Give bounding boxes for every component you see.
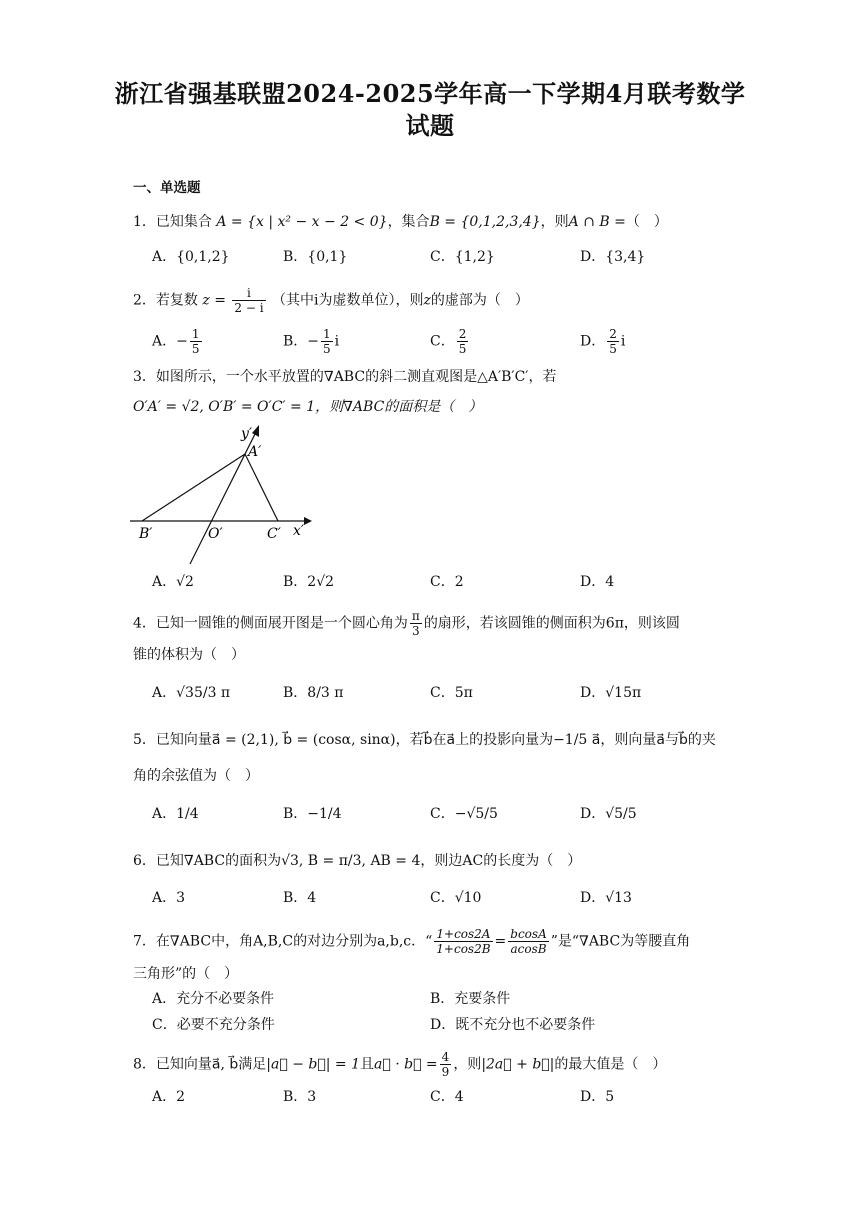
q3-option-d: D．4 (580, 574, 615, 590)
question-3-line1 (133, 367, 556, 387)
side-b-a (142, 454, 245, 521)
q7-option-b: B．充要条件 (430, 991, 511, 1007)
exam-title-line2: 试题 (405, 111, 455, 140)
fraction (232, 286, 265, 315)
option-label: B． (283, 333, 308, 350)
q7-option-a: A．充分不必要条件 (152, 991, 275, 1007)
numerator: 1+cos2A (434, 927, 492, 942)
variable: z (423, 292, 431, 309)
q6-option-b: B．4 (283, 890, 317, 906)
question-number: 4． (133, 615, 156, 632)
question-4-line1 (133, 609, 680, 638)
numerator: π (411, 609, 420, 623)
question-3-line2: O′A′ = √2, O′B′ = O′C′ = 1，则∇ABC的面积是（ ） (133, 399, 483, 415)
q2-option-a (152, 327, 204, 356)
question-text: ”是“∇ABC为等腰直角 (550, 933, 691, 950)
condition-2: a⃗ · b⃗ = (374, 1056, 438, 1073)
question-1 (133, 212, 668, 232)
numerator: 4 (441, 1050, 450, 1064)
question-number: 5． (133, 732, 156, 748)
question-7-line1: 7．在∇ABC中，角A,B,C的对边分别为a,b,c．“ $\frac{1+\cos 2A}{1+\cos 2B}$ = $\frac{bcosA}{acosB}$ ”是“∇ABC为等腰直角 (133, 927, 691, 956)
set-a-expression: A = {x | x² − x − 2 < 0} (216, 214, 388, 230)
q5-option-a: A．1/4 (152, 806, 199, 822)
sign: − (307, 333, 320, 350)
q5-option-d: D．√5/5 (580, 806, 637, 822)
q6-option-c: C．√10 (430, 890, 482, 906)
option-value: √35/3 π (176, 685, 231, 701)
denominator: 5 (458, 342, 467, 356)
denominator: acosB (510, 942, 547, 956)
option-label: A． (152, 685, 177, 701)
q3-option-b: B．2√2 (283, 574, 335, 590)
exam-title-line1: 浙江省强基联盟2024-2025学年高一下学期4月联考数学 (114, 79, 746, 108)
q1-option-b: B．{0,1} (283, 249, 348, 265)
intersection-expression: A ∩ B = (568, 214, 626, 230)
q6-option-d: D．√13 (580, 890, 632, 906)
question-number: 2． (133, 292, 156, 309)
question-number: 7． (133, 933, 156, 950)
condition-1: |a⃗ − b⃗| = 1 (266, 1056, 361, 1073)
question-number: 8． (133, 1056, 156, 1073)
question-text: 的扇形，若该圆锥的侧面积为6π，则该圆 (423, 615, 680, 632)
numerator: i (232, 286, 265, 301)
question-text: 且 (360, 1056, 375, 1073)
q1-option-a: A．{0,1,2} (152, 249, 230, 265)
q7-option-c: C．必要不充分条件 (152, 1017, 275, 1033)
question-text: 的最大值是（ ） (554, 1056, 667, 1073)
q4-option-c (430, 683, 473, 703)
question-text: 已知向量a⃗, b⃗满足 (155, 1056, 267, 1073)
question-text: 的虚部为（ ） (430, 292, 529, 309)
label-y-prime: y′ (241, 426, 253, 442)
question-6 (133, 851, 581, 871)
side-a-c (245, 454, 278, 521)
question-number: 3． (133, 369, 156, 385)
question-text: ，集合 (387, 214, 430, 230)
question-number: 1． (133, 214, 156, 230)
question-text: 已知集合 (155, 214, 212, 230)
denominator: 2 − i (234, 301, 264, 315)
y-axis (190, 432, 256, 564)
option-value: 5π (454, 685, 473, 701)
q2-option-d (580, 327, 625, 356)
q8-option-b: B．3 (283, 1089, 317, 1105)
fraction (508, 927, 548, 956)
fraction (457, 327, 469, 356)
question-8 (133, 1050, 666, 1079)
question-text: 已知∇ABC的面积为√3, B = π/3, AB = 4，则边AC的长度为（ ） (155, 853, 582, 869)
q8-option-c: C．4 (430, 1089, 464, 1105)
denominator: 3 (412, 624, 420, 638)
set-b-expression: B = {0,1,2,3,4} (429, 214, 541, 230)
suffix: i (620, 333, 626, 350)
denominator: 5 (191, 342, 200, 356)
oblique-projection-figure (128, 420, 318, 570)
question-7-line2: 三角形”的（ ） (133, 966, 239, 982)
q3-option-a: A．√2 (152, 574, 194, 590)
q1-option-c: C．{1,2} (430, 249, 495, 265)
label-a-prime: A′ (248, 444, 262, 460)
question-5-line1 (133, 730, 716, 750)
question-text: 已知一圆锥的侧面展开图是一个圆心角为 (155, 615, 408, 632)
x-axis-arrow-icon (304, 517, 312, 525)
numerator: bcosA (510, 927, 547, 941)
option-label: C． (430, 685, 455, 701)
denominator: 1+cos2B (436, 942, 491, 956)
question-text: 如图所示，一个水平放置的∇ABC的斜二测直观图是△A′B′C′，若 (155, 369, 557, 385)
option-label: D． (580, 333, 606, 350)
q4-option-b (283, 683, 343, 703)
z-expression: z = (202, 292, 226, 309)
q4-option-a (152, 683, 230, 703)
question-text: ，则 (453, 1056, 482, 1073)
q1-option-d: D．{3,4} (580, 249, 646, 265)
fraction (440, 1050, 452, 1079)
suffix: i (334, 333, 340, 350)
option-label: D． (580, 685, 606, 701)
option-label: B． (283, 685, 308, 701)
denominator: 5 (609, 342, 617, 356)
q2-option-c (430, 327, 470, 356)
fraction (607, 327, 619, 356)
label-o-prime: O′ (208, 526, 223, 542)
numerator: 2 (609, 327, 617, 341)
option-label: A． (152, 333, 177, 350)
question-4-line2: 锥的体积为（ ） (133, 647, 245, 663)
question-text: 已知向量a⃗ = (2,1), b⃗ = (cosα, sinα)，若b⃗在a⃗上的投影向量为−1/5 a⃗，则向量a⃗与b⃗的夹 (155, 732, 716, 748)
option-value: 8/3 π (307, 685, 344, 701)
answer-blank: （ ） (625, 214, 668, 230)
question-2 (133, 286, 529, 315)
question-text: ，则 (540, 214, 569, 230)
question-5-line2: 角的余弦值为（ ） (133, 768, 259, 784)
label-x-prime: x′ (293, 523, 305, 539)
q5-option-c: C．−√5/5 (430, 806, 498, 822)
fraction (410, 609, 422, 638)
sign: − (176, 333, 188, 350)
question-text: （其中i为虚数单位），则 (272, 292, 424, 309)
q4-option-d (580, 683, 641, 703)
fraction (190, 327, 202, 356)
q5-option-b: B．−1/4 (283, 806, 342, 822)
q8-option-d: D．5 (580, 1089, 615, 1105)
label-b-prime: B′ (139, 526, 153, 542)
numerator: 1 (323, 327, 331, 341)
fraction (321, 327, 333, 356)
option-value: √15π (605, 685, 642, 701)
fraction (434, 927, 492, 956)
question-text: 在∇ABC中，角A,B,C的对边分别为a,b,c．“ (155, 933, 433, 950)
q8-option-a: A．2 (152, 1089, 186, 1105)
numerator: 2 (458, 327, 467, 341)
question-number: 6． (133, 853, 156, 869)
target-expression: |2a⃗ + b⃗| (481, 1056, 555, 1073)
q3-option-c: C．2 (430, 574, 464, 590)
denominator: 5 (323, 342, 331, 356)
option-label: C． (430, 333, 455, 350)
q7-option-d: D．既不充分也不必要条件 (430, 1017, 596, 1033)
label-c-prime: C′ (267, 526, 281, 542)
section-heading: 一、单选题 (133, 180, 201, 196)
denominator: 9 (441, 1065, 450, 1079)
numerator: 1 (191, 327, 200, 341)
question-text: 若复数 (155, 292, 198, 309)
q6-option-a: A．3 (152, 890, 186, 906)
y-axis-arrow-icon (252, 425, 259, 437)
q2-option-b (283, 327, 339, 356)
